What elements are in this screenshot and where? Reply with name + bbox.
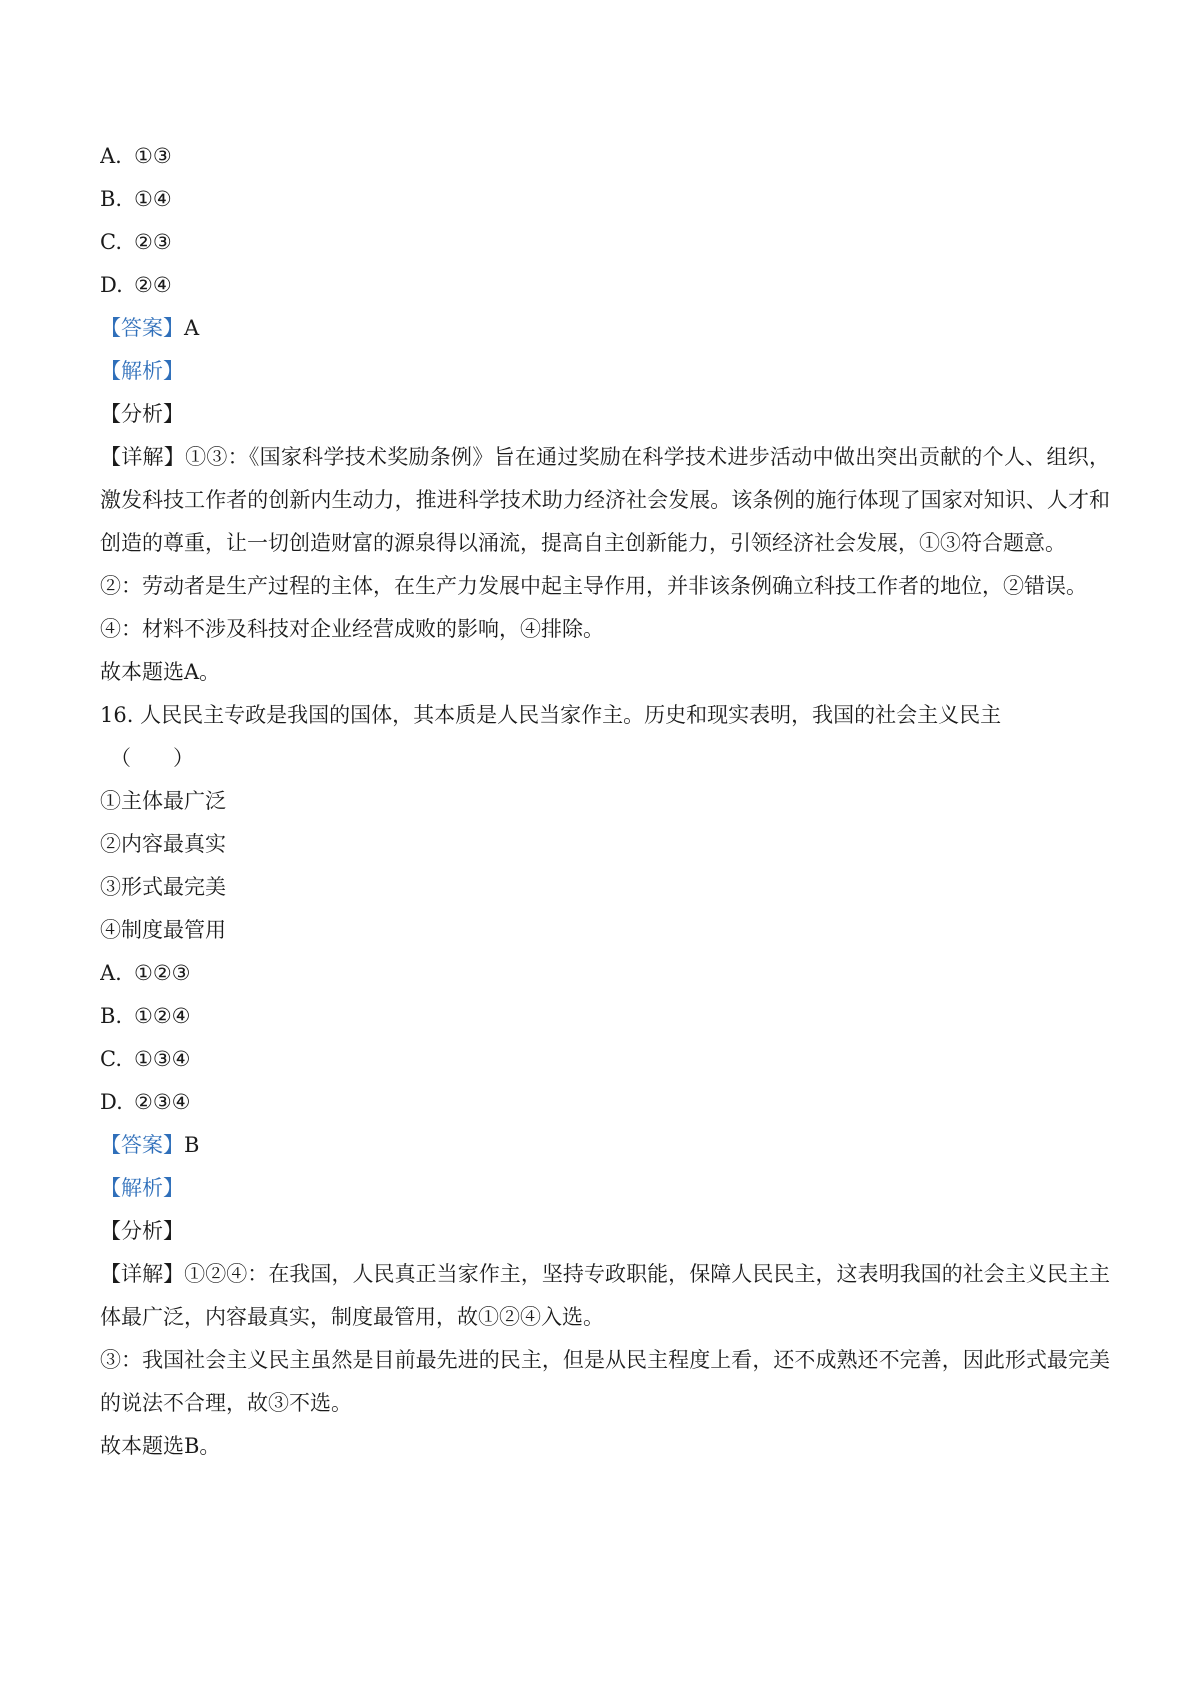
q15-option-c [100, 221, 1110, 264]
q15-option-b [100, 178, 1110, 221]
q16-option-c-text: ①③④ [134, 1047, 191, 1071]
q16-option-a-text: ①②③ [134, 961, 191, 985]
q16-option-d [100, 1081, 1110, 1124]
q16-fenxi [100, 1210, 1110, 1253]
q16-option-c [100, 1038, 1110, 1081]
q16-para-2: ③：我国社会主义民主虽然是目前最先进的民主，但是从民主程度上看，还不成熟还不完善，因此形式最完美的说法不合理，故③不选。 [100, 1348, 1110, 1415]
q15-detail [100, 436, 1110, 565]
q16-stem: 16. 人民民主专政是我国的国体，其本质是人民当家作主。历史和现实表明，我国的社会主义民主 [100, 703, 1002, 727]
q15-answer-value: A [184, 316, 200, 340]
q16-option-b [100, 995, 1110, 1038]
q16-answer-tag: 【答案】 [100, 1133, 184, 1157]
q15-analysis-tag: 【解析】 [100, 359, 184, 383]
q15-option-d [100, 264, 1110, 307]
q16-paren-blank: （ ） [110, 746, 194, 770]
q15-answer [100, 307, 1110, 350]
q16-option-a-letter: A. [100, 961, 122, 985]
q15-option-c-letter: C. [100, 230, 122, 254]
q16-conclusion: 故本题选B。 [100, 1434, 221, 1458]
q15-option-b-letter: B. [100, 187, 123, 211]
q16-option-b-text: ①②④ [134, 1004, 191, 1028]
q16-statement-2: ②内容最真实 [100, 832, 226, 856]
q15-analysis [100, 350, 1110, 393]
q16-analysis-tag: 【解析】 [100, 1176, 184, 1200]
q15-option-a-text: ①③ [134, 144, 172, 168]
q16-option-c-letter: C. [100, 1047, 122, 1071]
q15-fenxi [100, 393, 1110, 436]
q15-fenxi-tag: 【分析】 [100, 402, 184, 426]
q15-para-3: ④：材料不涉及科技对企业经营成败的影响，④排除。 [100, 617, 604, 641]
q15-option-b-text: ①④ [134, 187, 172, 211]
q16-answer-value: B [184, 1133, 200, 1157]
q16-option-b-letter: B. [100, 1004, 123, 1028]
q16-statement-1: ①主体最广泛 [100, 789, 226, 813]
q15-detail-text: ①③：《国家科学技术奖励条例》旨在通过奖励在科学技术进步活动中做出突出贡献的个人、组织，激发科技工作者的创新内生动力，推进科学技术助力经济社会发展。该条例的施行体现了国家对知识、人才和创造的尊重，让一切创造财富的源泉得以涌流，提高自主创新能力，引领经济社会发展，①③符合题意。 [100, 445, 1111, 555]
q15-detail-tag: 【详解】 [100, 445, 186, 469]
q15-para-2: ②：劳动者是生产过程的主体，在生产力发展中起主导作用，并非该条例确立科技工作者的地位，②错误。 [100, 574, 1087, 598]
q15-option-d-text: ②④ [134, 273, 172, 297]
q15-option-c-text: ②③ [134, 230, 172, 254]
q16-fenxi-tag: 【分析】 [100, 1219, 184, 1243]
q16-detail [100, 1253, 1110, 1339]
q16-analysis [100, 1167, 1110, 1210]
q15-option-d-letter: D. [100, 273, 123, 297]
q16-detail-tag: 【详解】 [100, 1262, 185, 1286]
q15-answer-tag: 【答案】 [100, 316, 184, 340]
q16-statement-4: ④制度最管用 [100, 918, 226, 942]
q16-paren [100, 737, 1110, 780]
q15-option-a [100, 135, 1110, 178]
page-content [100, 135, 1110, 1468]
q16-statement-3: ③形式最完美 [100, 875, 226, 899]
q15-option-a-letter: A. [100, 144, 122, 168]
q16-option-d-letter: D. [100, 1090, 123, 1114]
q16-detail-text: ①②④：在我国，人民真正当家作主，坚持专政职能，保障人民民主，这表明我国的社会主义民主主体最广泛，内容最真实，制度最管用，故①②④入选。 [100, 1262, 1110, 1329]
q16-answer [100, 1124, 1110, 1167]
q15-conclusion: 故本题选A。 [100, 660, 221, 684]
q16-option-a [100, 952, 1110, 995]
q16-option-d-text: ②③④ [134, 1090, 191, 1114]
